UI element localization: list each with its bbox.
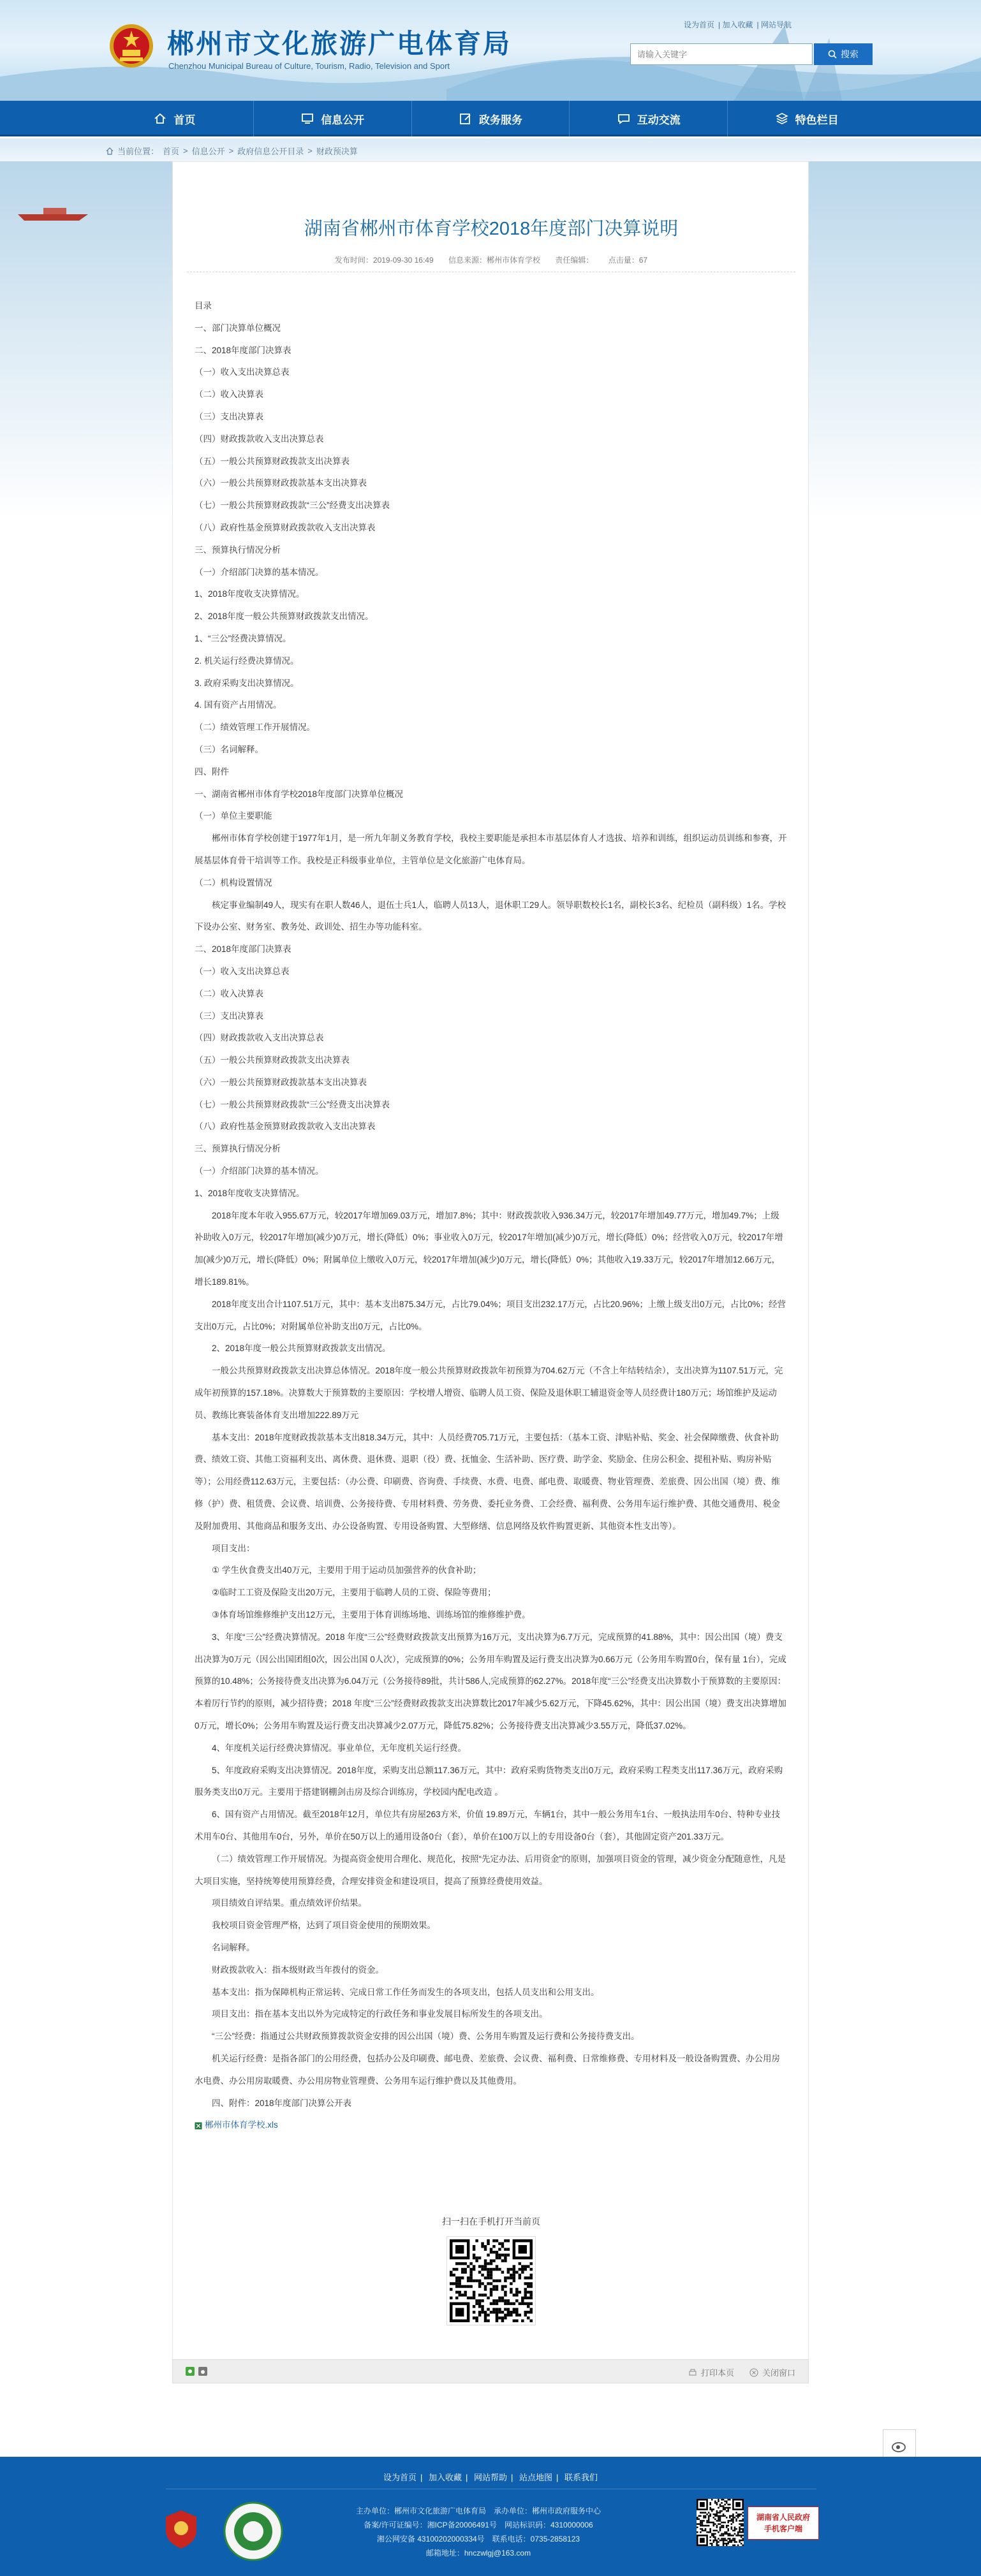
footer-email: 邮箱地址：hnczwlgj@163.com — [425, 2549, 531, 2558]
article-panel — [172, 161, 809, 2380]
main-nav — [0, 101, 981, 136]
footer-icp[interactable]: 备案/许可证编号：湘ICP备20006491号 网站标识码：4310000006 — [364, 2521, 593, 2529]
article-body — [195, 295, 788, 2137]
article-paragraph: （四）财政拨款收入支出决算总表 — [195, 1033, 324, 1043]
article-paragraph: 基本支出：2018年度财政拨款基本支出818.34万元，其中：人员经费705.71万元，主要包括：（基本工资、津贴补贴、奖金、社会保障缴费、伙食补助费、绩效工资、其他工资福利支出、离休费、退休费、退职（役）费、抚恤金、生活补助、医疗费、助学金、奖励金、住房公积金、提租补贴、购房补贴等）；公用经费112.63万元，主要包括：（办公费、印刷费、咨询费、手续费、水费、电费、邮电费、取暖费、物业管理费、差旅费、因公出国（境）费、维修（护）费、租赁费、会议费、培训费、公务接待费、专用材料费、劳务费、委托业务费、工会经费、福利费、公务用车运行维护费、其他交通费用、税金及附加费用、其他商品和服务支出、办公设备购置、专用设备购置、大型修缮、信息网络及软件购置更新、其他资本性支出等）。 — [195, 1432, 780, 1531]
article-paragraph: 四、附件 — [195, 766, 229, 777]
nav-features[interactable] — [728, 101, 885, 136]
article-title: 湖南省郴州市体育学校2018年度部门决算说明 — [304, 219, 679, 239]
article-paragraph: （八）政府性基金预算财政拨款收入支出决算表 — [195, 522, 376, 532]
national-emblem-icon — [108, 22, 154, 70]
footer-sponsor: 主办单位：郴州市文化旅游广电体育局 承办单位：郴州市政府服务中心 — [355, 2506, 601, 2515]
article-paragraph: 3、年度“三公”经费决算情况。2018 年度“三公”经费财政拨款支出预算为16万元，支出决算为6.7万元，完成预算的41.88%，其中：因公出国（境）费支出决算为0万元（因公出国团组0次，因公出国 0人次），完成预算的0%；公务用车购置及运行费支出决算为0.66万元（公务用车购置0台，保有量 1台），完成预算的10.48%；公务接待费支出决算为6.04万元（公务接待89批，共计586人,完成预算的62.27%。2018年度“三公”经费支出决算数小于预算数的主要原因：本着厉行节约的原则，减少招待费；2018 年度“三公”经费财政拨款支出决算数比2017年减少5.62万元，下降45.62%，其中：因公出国（境）费支出决算增加0万元，增长0%；公务用车购置及运行费支出决算减少2.07万元，降低75.82%；公务接待费支出决算减少3.55万元，降低37.02%。 — [195, 1632, 786, 1731]
party-gov-badge-icon[interactable] — [223, 2501, 283, 2561]
site-subtitle: Chenzhou Municipal Bureau of Culture, Tourism, Radio, Television and Sport — [168, 61, 450, 71]
article-paragraph: 我校项目资金管理严格，达到了项目资金使用的预期效果。 — [212, 1921, 436, 1931]
article-paragraph: 4. 国有资产占用情况。 — [195, 700, 282, 710]
article-paragraph: 一般公共预算财政拨款支出决算总体情况。2018年度一般公共预算财政拨款年初预算为704.62万元（不含上年结转结余），支出决算为1107.51万元，完成年初预算的157.18%。决算数大于预算数的主要原因：学校增人增资、临聘人员工资、保险及退休职工辅退资金等人员经费计180万元；场馆维护及运动员、教练比赛装备体育支出增加222.89万元 — [195, 1366, 783, 1420]
attachment-name: 郴州市体育学校.xls — [205, 2120, 278, 2130]
article-paragraph: （七）一般公共预算财政拨款“三公”经费支出决算表 — [195, 1099, 390, 1109]
article-paragraph: 三、预算执行情况分析 — [195, 545, 281, 555]
edit-icon — [459, 112, 473, 126]
article-paragraph: （一）介绍部门决算的基本情况。 — [195, 1166, 324, 1176]
tool-buttons — [688, 2366, 795, 2378]
article-paragraph: “三公”经费：指通过公共财政预算拨款资金安排的因公出国（境）费、公务用车购置及运行费和公务接待费支出。 — [212, 2031, 640, 2042]
boat-decoration — [18, 203, 88, 222]
article-paragraph: 项目绩效自评结果。重点绩效评价结果。 — [212, 1898, 367, 1908]
article-meta — [173, 254, 809, 265]
site-footer — [0, 2457, 981, 2576]
breadcrumb: 当前位置： 首页 > 信息公开 > 政府信息公开目录 > 财政预决算 — [106, 145, 358, 157]
meta-editor: 责任编辑： — [555, 256, 594, 265]
breadcrumb-item[interactable]: 财政预决算 — [316, 147, 358, 156]
meta-time: 发布时间：2019-09-30 16:49 — [334, 256, 434, 265]
article-paragraph: 基本支出：指为保障机构正常运转、完成日常工作任务而发生的各项支出，包括人员支出和公用支出。 — [212, 1987, 600, 1997]
article-paragraph: （二）收入决算表 — [195, 988, 263, 999]
monitor-icon — [300, 112, 314, 126]
article-paragraph: 2、2018年度一般公共预算财政拨款支出情况。 — [195, 611, 374, 622]
article-paragraph: ① 学生伙食费支出40万元，主要用于用于运动员加强营养的伙食补助； — [212, 1565, 482, 1576]
article-paragraph: 3. 政府采购支出决算情况。 — [195, 678, 299, 688]
article-paragraph: 二、2018年度部门决算表 — [195, 345, 291, 355]
qr-code — [447, 2237, 535, 2325]
breadcrumb-prefix: 当前位置： — [117, 147, 159, 156]
close-label: 关闭窗口 — [762, 2368, 795, 2378]
article-paragraph: 2018年度本年收入955.67万元，较2017年增加69.03万元，增加7.8%；其中：财政拨款收入936.34万元，较2017年增加49.77万元，增加49.7%；上级补助收入0万元，较2017年增加(减少)0万元，增长(降低）0%；事业收入0万元，较2017年增加(减少)0万元，增长(降低）0%；经营收入0万元，较2017年增加(减少)0万元，增长(降低）0%；附属单位上缴收入0万元，较2017年增加(减少)0万元，增长(降低）0%；其他收入19.33万元，较2017年增加12.66万元，增长189.81%。 — [195, 1210, 783, 1287]
site-title: 郴州市文化旅游广电体育局 — [167, 30, 512, 59]
article-paragraph: （二）绩效管理工作开展情况。为提高资金使用合理化、规范化，按照“先定办法、后用资金”的原则，加强项目资金的管理，减少资金分配随意性，凡是大项目实施，坚持统筹使用预算经费，合理安排资金和建设项目，提高了预算经费使用效益。 — [195, 1854, 786, 1886]
close-window-button[interactable] — [749, 2366, 795, 2378]
excel-file-icon — [195, 2122, 202, 2130]
nav-gov-service-label: 政务服务 — [478, 113, 522, 126]
footer-link-favorite[interactable]: 加入收藏 — [428, 2473, 462, 2482]
meta-hits: 点击量：67 — [608, 256, 648, 265]
article-paragraph: 1、2018年度收支决算情况。 — [195, 1188, 305, 1198]
top-link-homepage[interactable]: 设为首页 — [684, 20, 715, 29]
article-paragraph: 一、部门决算单位概况 — [195, 323, 281, 333]
article-tools — [172, 2359, 809, 2383]
article-paragraph: ②临时工工资及保险支出20万元，主要用于临聘人员的工资、保险等费用； — [212, 1588, 496, 1598]
wechat-share-icon[interactable] — [186, 2367, 195, 2376]
nav-gov-service[interactable] — [412, 101, 570, 136]
article-paragraph: （三）支出决算表 — [195, 411, 263, 421]
printer-icon — [688, 2368, 697, 2377]
article-paragraph: （五）一般公共预算财政拨款支出决算表 — [195, 456, 350, 466]
meta-source: 信息来源：郴州市体育学校 — [448, 256, 541, 265]
article-paragraph: 6、国有资产占用情况。截至2018年12月，单位共有房屋263方米，价值 19.89万元，车辆1台，其中一般公务用车1台、一般执法用车0台、特种专业技术用车0台、其他用车0台，另外，单价在50万以上的通用设备0台（套），单价在100万以上的专用设备0台（套），其他固定资产201.33万元。 — [195, 1810, 781, 1841]
nav-info-public-label: 信息公开 — [321, 113, 365, 126]
top-link-sitemap[interactable]: 网站导航 — [760, 20, 792, 29]
article-paragraph: 三、预算执行情况分析 — [195, 1144, 281, 1154]
article-paragraph: （四）财政拨款收入支出决算总表 — [195, 434, 324, 444]
article-paragraph: 1、2018年度收支决算情况。 — [195, 589, 305, 599]
article-paragraph: ③体育场馆维修维护支出12万元，主要用于体育训练场地、训练场馆的维修维护费。 — [212, 1610, 531, 1620]
article-paragraph: 项目支出：指在基本支出以外为完成特定的行政任务和事业发展目标所发生的各项支出。 — [212, 2009, 548, 2019]
article-paragraph: （一）收入支出决算总表 — [195, 367, 290, 377]
qr-title: 扫一扫在手机打开当前页 — [442, 2216, 540, 2227]
article-paragraph: 郴州市体育学校创建于1977年1月，是一所九年制义务教育学校，我校主要职能是承担本市基层体育人才选拔、培养和训练，组织运动员训练和参赛，开展基层体育骨干培训等工作。我校是正科级事业单位，主管单位是文化旅游广电体育局。 — [195, 833, 787, 865]
article-paragraph: 核定事业编制49人，现实有在职人数46人，退伍士兵1人，临聘人员13人，退休职工29人。领导职数校长1名，副校长3名、纪检员（副科级）1名。学校下设办公室、财务室、教务处、政训处、招生办等功能科室。 — [195, 900, 786, 932]
print-label: 打印本页 — [700, 2368, 734, 2378]
breadcrumb-bar — [0, 138, 981, 161]
article-paragraph: 1、“三公”经费决算情况。 — [195, 633, 291, 643]
footer-police: 湘公网安备 43100202000334号 联系电话：0735-2858123 — [376, 2535, 580, 2543]
home-icon — [153, 112, 167, 126]
search-icon — [828, 50, 837, 59]
top-links: 设为首页 | 加入收藏 | 网站导航 — [684, 20, 792, 29]
article-paragraph: （二）机构设置情况 — [195, 877, 272, 888]
top-link-favorite[interactable]: 加入收藏 — [722, 20, 753, 29]
attachment-link[interactable] — [195, 2114, 788, 2137]
article-paragraph: 四、附件：2018年度部门决算公开表 — [212, 2098, 352, 2108]
chat-icon — [617, 112, 631, 126]
article-paragraph: 2. 机关运行经费决算情况。 — [195, 655, 299, 666]
nav-interaction-label: 互动交流 — [637, 113, 681, 126]
gov-badge-line2: 手机客户端 — [763, 2524, 802, 2533]
article-paragraph: 5、年度政府采购支出决算情况。2018年度，采购支出总额117.36万元，其中：政府采购货物类支出0万元，政府采购工程类支出117.36万元，政府采购服务类支出0万元。主要用于搭建钢棚剑击房及综合训练房，学校园内配电改造 。 — [195, 1765, 783, 1797]
breadcrumb-item[interactable]: 政府信息公开目录 — [237, 147, 304, 156]
nav-info-public[interactable] — [254, 101, 412, 136]
article-paragraph: （八）政府性基金预算财政拨款收入支出决算表 — [195, 1122, 376, 1132]
article-paragraph: （七）一般公共预算财政拨款“三公”经费支出决算表 — [195, 501, 390, 511]
footer-link-help[interactable]: 网站帮助 — [473, 2473, 507, 2482]
qr-section — [173, 2215, 809, 2328]
article-paragraph: （六）一般公共预算财政拨款基本支出决算表 — [195, 478, 367, 488]
weibo-icon — [891, 2439, 908, 2453]
article-paragraph: 目录 — [195, 301, 212, 311]
article-paragraph: 二、2018年度部门决算表 — [195, 944, 291, 955]
article-paragraph: （六）一般公共预算财政拨款基本支出决算表 — [195, 1077, 367, 1087]
home-small-icon — [106, 147, 114, 155]
police-badge-icon[interactable] — [163, 2509, 199, 2550]
article-paragraph: 一、湖南省郴州市体育学校2018年度部门决算单位概况 — [195, 789, 404, 799]
article-paragraph: 财政拨款收入：指本级财政当年拨付的资金。 — [212, 1965, 384, 1975]
search-button-label: 搜索 — [841, 49, 859, 59]
footer-link-contact[interactable]: 联系我们 — [564, 2473, 598, 2482]
gov-badge-line1: 湖南省人民政府 — [756, 2513, 810, 2522]
hunan-gov-app-badge[interactable] — [748, 2506, 819, 2540]
layers-icon — [775, 112, 789, 126]
article-paragraph: 2、2018年度一般公共预算财政拨款支出情况。 — [212, 1343, 391, 1354]
nav-interaction[interactable] — [570, 101, 728, 136]
article-paragraph: 2018年度支出合计1107.51万元，其中：基本支出875.34万元，占比79.04%；项目支出232.17万元，占比20.96%；上缴上级支出0万元，占比0%；经营支出0万元，占比0%；对附属单位补助支出0万元，占比0%。 — [195, 1299, 786, 1331]
article-paragraph: （二）绩效管理工作开展情况。 — [195, 722, 315, 733]
article-paragraph: （五）一般公共预算财政拨款支出决算表 — [195, 1055, 350, 1065]
article-paragraph: （三）名词解释。 — [195, 744, 263, 754]
share-icons — [186, 2367, 207, 2376]
article-paragraph: 机关运行经费：是指各部门的公用经费，包括办公及印刷费、邮电费、差旅费、会议费、福利费、日常维修费、专用材料及一般设备购置费、办公用房水电费、办公用房取暖费、办公用房物业管理费、公务用车运行维护费以及其他费用。 — [195, 2053, 780, 2086]
article-paragraph: （一）单位主要职能 — [195, 811, 272, 821]
footer-link-sitemap[interactable]: 站点地图 — [519, 2473, 553, 2482]
breadcrumb-item[interactable]: 首页 — [163, 147, 180, 156]
footer-links: 设为首页 | 加入收藏 | 网站帮助 | 站点地图 | 联系我们 — [383, 2473, 598, 2482]
search-button[interactable] — [814, 43, 873, 65]
nav-home[interactable] — [96, 101, 254, 136]
print-button[interactable] — [688, 2366, 734, 2378]
article-paragraph: 名词解释。 — [212, 1942, 255, 1952]
site-header — [0, 0, 981, 101]
search-input[interactable] — [630, 43, 813, 65]
article-paragraph: （一）收入支出决算总表 — [195, 966, 290, 976]
nav-home-label: 首页 — [173, 113, 196, 126]
breadcrumb-item[interactable]: 信息公开 — [191, 147, 225, 156]
footer-info — [300, 2504, 657, 2560]
article-paragraph: （二）收入决算表 — [195, 390, 263, 400]
footer-link-homepage[interactable]: 设为首页 — [383, 2473, 417, 2482]
article-paragraph: 4、年度机关运行经费决算情况。事业单位，无年度机关运行经费。 — [212, 1743, 467, 1753]
close-icon — [749, 2368, 758, 2377]
footer-qr-code — [697, 2499, 744, 2546]
article-paragraph: （三）支出决算表 — [195, 1011, 263, 1021]
article-paragraph: （一）介绍部门决算的基本情况。 — [195, 567, 324, 577]
weibo-share-icon[interactable] — [198, 2367, 207, 2376]
article-paragraph: 项目支出： — [212, 1543, 255, 1553]
nav-features-label: 特色栏目 — [795, 113, 839, 126]
